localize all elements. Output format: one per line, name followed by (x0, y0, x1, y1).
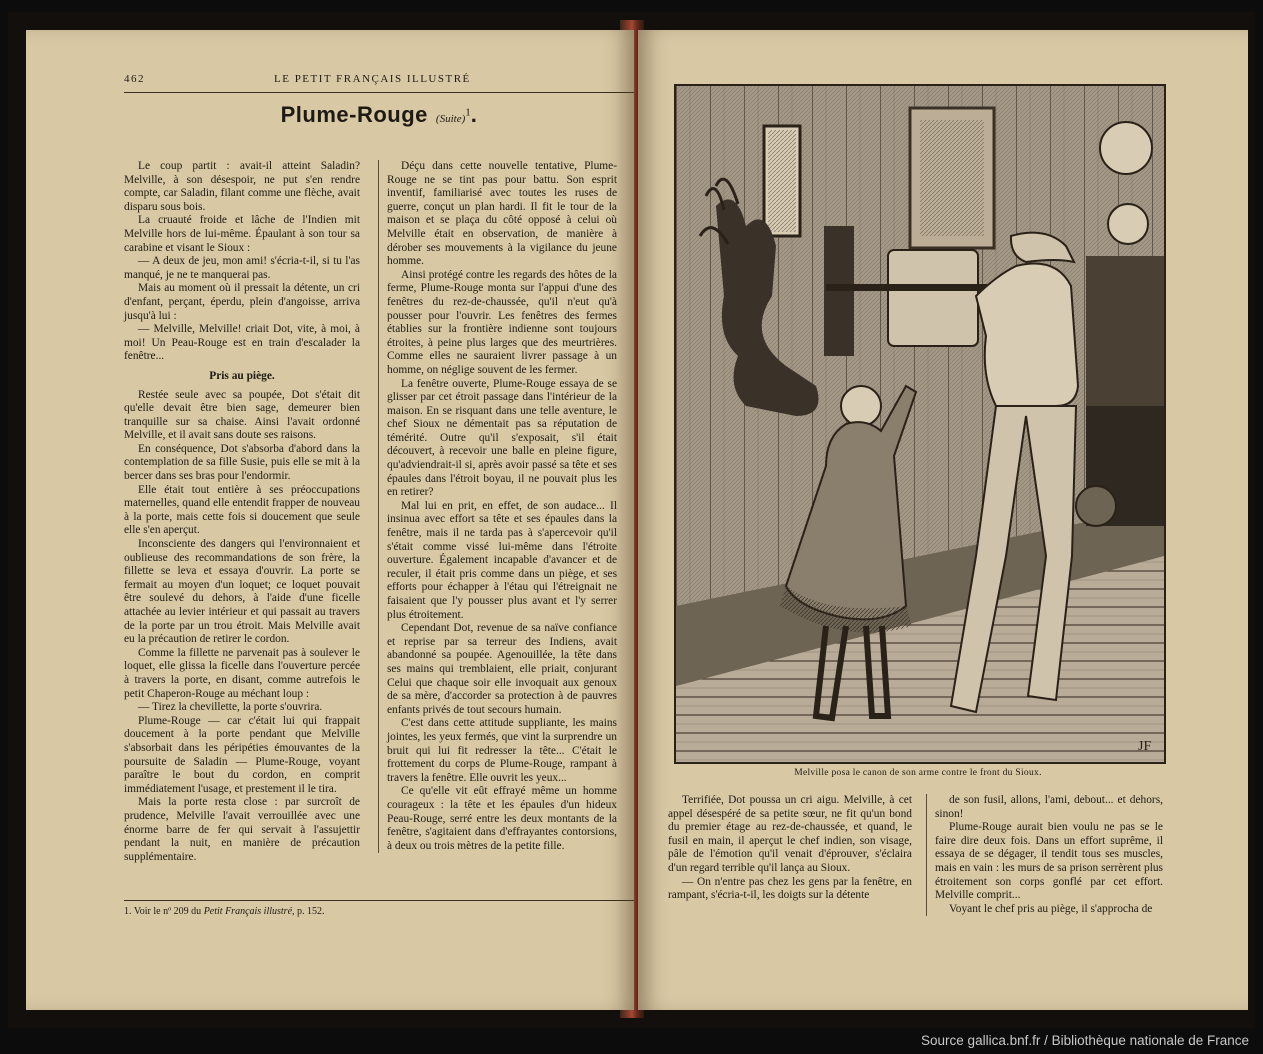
paragraph: Mais au moment où il pressait la détente, un cri d'enfant, perçant, éperdu, plein d'angoisse, arriva jusqu'à lui : (124, 282, 360, 322)
dot-head (841, 386, 881, 426)
paragraph: Plume-Rouge — car c'était lui qui frappait doucement à la porte pendant que Melville s'absorbait dans les péripéties émouvantes de la poursuite de Saladin — Plume-Rouge, voyant paraître le bout du cordon, en comprit immédiatement l'usage, et prestement il le tira. (124, 714, 360, 795)
artist-signature: JF (1138, 739, 1152, 754)
left-column-1 (124, 160, 360, 864)
paragraph: Voyant le chef pris au piège, il s'approcha de (949, 902, 1153, 915)
paragraph: Inconsciente des dangers qui l'environnaient et oublieuse des recommandations de son frère, la fillette se leva et essaya d'ouvrir. La porte se fermait au moyen d'un loquet; ce loquet pouvait être soulevé du dehors, à l'aide d'une ficelle attachée au levier intérieur et qui passait au travers de la porte par un trou étroit. Mais Melville avait eu la précaution de retirer le cordon. (124, 538, 360, 646)
section-subhead: Pris au piège. (209, 369, 275, 382)
footnote-mark: 1 (465, 106, 471, 119)
paragraph: Comme la fillette ne parvenait pas à soulever le loquet, elle glissa la ficelle dans l'ouverture percée à travers la porte, en disant, comme autrefois le petit Chaperon-Rouge au méchant loup : (124, 646, 360, 700)
paragraph: Le coup partit : avait-il atteint Saladin? Melville, à son désespoir, ne put s'en rendre compte, car Saladin, filant comme une flèche, avait disparu sous bois. (124, 160, 360, 213)
source-credit: Source gallica.bnf.fr / Bibliothèque nationale de France (921, 1033, 1249, 1048)
title-period: . (470, 102, 478, 127)
paragraph: Mal lui en prit, en effet, de son audace... Il insinua avec effort sa tête et ses épaules dans la fenêtre, mais il ne tarda pas à s'apercevoir qu'il s'était comme vissé lui-même dans l'étroite ouverture. Également incapable d'avancer et de reculer, il était pris comme dans un piège, et ses efforts pour échapper à l'étau qui l'étreignait ne faisaient que l'y pousser plus avant et l'y serrer plus étroitement. (387, 499, 617, 621)
illustration-caption: Melville posa le canon de son arme contre le front du Sioux. (794, 768, 1042, 778)
right-page (638, 30, 1248, 1010)
paragraph: La fenêtre ouverte, Plume-Rouge essaya de se glisser par cet étroit passage dans l'intérieur de la maison. En se risquant dans une telle aventure, le chef Sioux ne démentait pas sa réputation de témérité. Outre qu'il s'exposait, s'il était découvert, à recevoir une balle en pleine figure, qu'adviendrait-il si, après avoir passé sa tête et ses épaules dans l'étroit boyau, il ne pouvait plus les en retirer? (387, 377, 617, 499)
footnote-rule (124, 900, 634, 901)
paragraph: — Tirez la chevillette, la porte s'ouvrira. (138, 701, 323, 714)
paragraph: C'est dans cette attitude suppliante, les mains jointes, les yeux fermés, que vint la surprendre un bruit qui lui fit redresser la tête... C'était le frottement du corps de Plume-Rouge, rampant à travers la fenêtre. Elle ouvrit les yeux... (387, 717, 617, 784)
paragraph: Plume-Rouge aurait bien voulu ne pas se le faire dire deux fois. Dans un effort suprême, il essaya de se dégager, il tendit tous ses muscles, mais en vain : les murs de sa prison serrèrent plus étroitement son corps gonflé par cet effort. Melville comprit... (935, 821, 1163, 902)
paragraph: Ce qu'elle vit eût effrayé même un homme courageux : la tête et les épaules d'un hideux Peau-Rouge, serré entre les deux montants de la fenêtre, s'agitaient dans d'effrayantes contorsions, à deux ou trois mètres de la petite fille. (387, 785, 617, 852)
melville-figure (976, 264, 1078, 407)
right-column-2 (926, 794, 1163, 916)
paragraph: de son fusil, allons, l'ami, debout... et dehors, sinon! (935, 794, 1163, 820)
footnote-journal: Petit Français illustré (203, 906, 293, 917)
footnote-tail: , p. 152. (292, 906, 325, 917)
paragraph: Mais la porte resta close : par surcroît de prudence, Melville l'avait verrouillée avec une énorme barre de fer qui servait à l'assujettir pendant la nuit, en manière de précaution supplémentaire. (124, 796, 360, 863)
engraving-illustration (674, 84, 1166, 764)
paragraph: — A deux de jeu, mon ami! s'écria-t-il, si tu l'as manqué, je ne te manquerai pas. (124, 255, 360, 281)
stool (1076, 486, 1116, 526)
footnote-text: 1. Voir le nº 209 du (124, 906, 204, 917)
article-title-main: Plume-Rouge (280, 102, 428, 127)
paragraph: En conséquence, Dot s'absorba d'abord dans la contemplation de sa fille Susie, puis elle se mit à la bercer dans ses bras pour l'endormir. (124, 442, 360, 483)
journal-title: LE PETIT FRANÇAIS ILLUSTRÉ (274, 73, 471, 85)
left-page (26, 30, 634, 1010)
footnote (124, 906, 325, 917)
plate (1100, 122, 1152, 174)
mirror (888, 250, 978, 346)
paragraph: Terrifiée, Dot poussa un cri aigu. Melville, à cet appel désespéré de sa petite sœur, ne fit qu'un bond du premier étage au rez-de-chaussée, et quand, le fusil en main, il aperçut le chef indien, son visage, pâle de l'émotion qu'il venait d'éprouver, s'éclaira d'un regard terrible qu'il lança au Sioux. (668, 794, 912, 874)
paragraph: — Melville, Melville! criait Dot, vite, à moi, à moi! Un Peau-Rouge est en train d'escalader la fenêtre... (124, 323, 360, 363)
article-title (124, 102, 634, 128)
paragraph: Restée seule avec sa poupée, Dot s'était dit qu'elle devait être bien sage, demeurer bien tranquille sur sa chaise. Ainsi l'avait ordonné Melville, et il avait sans doute ses raisons. (124, 388, 360, 442)
paragraph: Cependant Dot, revenue de sa naïve confiance et reprise par sa terreur des Indiens, avait abandonné sa poupée. Agenouillée, la tête dans ses mains qui tremblaient, elle priait, conjurant Celui que chaque soir elle invoquait aux genoux de sa mère, d'accorder sa protection à de pauvres enfants privés de tout secours humain. (387, 622, 617, 716)
cupboard (1086, 256, 1164, 406)
paragraph: Déçu dans cette nouvelle tentative, Plume-Rouge ne se tint pas pour battu. Son esprit inventif, familiarisé avec toutes les ruses de guerre, conçut un plan hardi. Il fit le tour de la maison et se plaça du côté opposé à celui où Melville était en observation, de manière à dérober ses mouvements à la vigilance du jeune homme. (387, 160, 617, 268)
running-head (124, 70, 634, 93)
paragraph: Ainsi protégé contre les regards des hôtes de la ferme, Plume-Rouge monta sur l'appui d'une des fenêtres du rez-de-chaussée, qu'il n'eut qu'à pousser pour l'ouvrir. Les fenêtres des fermes établies sur la frontière indienne sont toujours étroites, à peine plus larges que des meurtrières. Comme elles ne sauraient livrer passage à un homme, on néglige souvent de les fermer. (387, 268, 617, 376)
left-column-2 (378, 160, 617, 853)
page-number: 462 (124, 73, 145, 85)
paragraph: Elle était tout entière à ses préoccupations maternelles, quand elle entendit frapper de nouveau à la porte, mais cette fois si doucement que seule elle s'en aperçut. (124, 483, 360, 537)
paragraph: La cruauté froide et lâche de l'Indien mit Melville hors de lui-même. Épaulant à son tour sa carabine et visant le Sioux : (124, 214, 360, 254)
book-spread (8, 12, 1255, 1028)
engraving-image (676, 86, 1164, 762)
article-title-suite: (Suite) (435, 113, 466, 125)
paragraph: — On n'entre pas chez les gens par la fenêtre, en rampant, s'écria-t-il, les doigts sur la détente (668, 875, 912, 902)
right-column-1 (668, 794, 912, 903)
